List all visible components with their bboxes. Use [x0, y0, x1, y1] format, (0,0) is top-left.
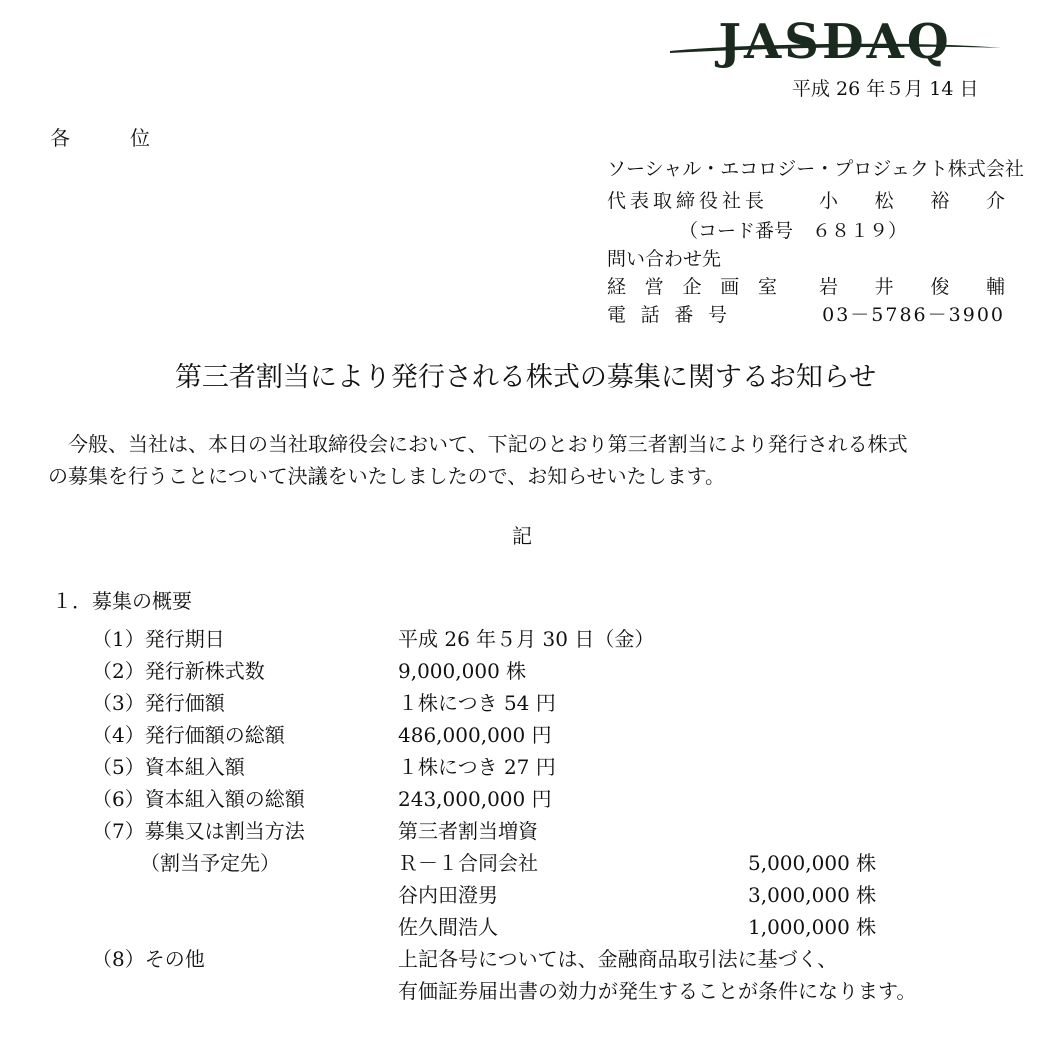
name-char: 裕	[930, 190, 950, 212]
item-value: 有価証券届出書の効力が発生することが条件になります。	[398, 979, 917, 1003]
label-char: 営	[644, 276, 664, 298]
label-char: 号	[707, 304, 727, 326]
department-row	[607, 272, 1005, 296]
item-value: １株につき 27 円	[398, 755, 556, 779]
item-value: 9,000,000 株	[398, 659, 527, 683]
addressee-part: 各	[50, 126, 70, 150]
document-title: 第三者割当により発行される株式の募集に関するお知らせ	[174, 362, 877, 393]
item-value: 平成 26 年５月 30 日（金）	[398, 627, 655, 651]
representative-name	[819, 186, 1005, 213]
name-char: 岩	[819, 276, 839, 298]
company-name: ソーシャル・エコロジー・プロジェクト株式会社	[607, 158, 1024, 180]
item-value: 上記各号については、金融商品取引法に基づく、	[398, 947, 838, 971]
allottee-name: Ｒ－１合同会社	[398, 851, 538, 875]
item-value: 第三者割当増資	[398, 819, 538, 843]
label-char: 電	[607, 304, 627, 326]
item-label: （5）資本組入額	[92, 755, 245, 779]
representative-row	[607, 186, 1005, 210]
phone-number: 03－5786－3900	[822, 304, 1005, 326]
name-char: 小	[819, 190, 839, 212]
representative-title: 代表取締役社長	[607, 190, 769, 212]
item-label: （2）発行新株式数	[92, 659, 265, 683]
contact-heading: 問い合わせ先	[607, 248, 722, 270]
name-char: 俊	[930, 276, 950, 298]
item-value: 486,000,000 円	[398, 723, 552, 747]
jasdaq-logo	[668, 10, 1003, 70]
label-char: 経	[607, 276, 627, 298]
label-char: 室	[757, 276, 777, 298]
logo-text: JASDAQ	[718, 14, 952, 70]
body-line: 今般、当社は、本日の当社取締役会において、下記のとおり第三者割当により発行される株式	[48, 432, 908, 456]
name-char: 井	[874, 276, 894, 298]
name-char: 介	[985, 190, 1005, 212]
phone-label	[607, 300, 727, 327]
body-line: の募集を行うことについて決議をいたしましたので、お知らせいたします。	[48, 464, 725, 488]
addressee	[50, 128, 150, 148]
department-label	[607, 272, 777, 299]
name-char: 松	[874, 190, 894, 212]
item-label: （1）発行期日	[92, 627, 225, 651]
item-label: （8）その他	[92, 947, 205, 971]
ki-heading: 記	[512, 524, 532, 548]
stock-code: （コード番号 ６８１９）	[679, 220, 908, 242]
document-date: 平成 26 年５月 14 日	[792, 78, 979, 100]
name-char: 輔	[985, 276, 1005, 298]
contact-name	[819, 272, 1005, 299]
label-char: 企	[682, 276, 702, 298]
item-label: （7）募集又は割当方法	[92, 819, 305, 843]
allottee-qty: 1,000,000 株	[748, 915, 877, 939]
allottee-qty: 5,000,000 株	[748, 851, 877, 875]
allottee-qty: 3,000,000 株	[748, 883, 877, 907]
item-label: （6）資本組入額の総額	[92, 787, 305, 811]
allottee-name: 谷内田澄男	[398, 883, 498, 907]
addressee-part: 位	[130, 126, 150, 150]
allottee-name: 佐久間浩人	[398, 915, 498, 939]
allottee-label: （割当予定先）	[140, 851, 280, 875]
item-label: （3）発行価額	[92, 691, 225, 715]
section-heading: １．募集の概要	[52, 589, 192, 613]
item-value: 243,000,000 円	[398, 787, 552, 811]
label-char: 番	[674, 304, 694, 326]
item-label: （4）発行価額の総額	[92, 723, 285, 747]
label-char: 画	[720, 276, 740, 298]
item-value: １株につき 54 円	[398, 691, 556, 715]
label-char: 話	[640, 304, 660, 326]
phone-row	[607, 300, 1005, 324]
